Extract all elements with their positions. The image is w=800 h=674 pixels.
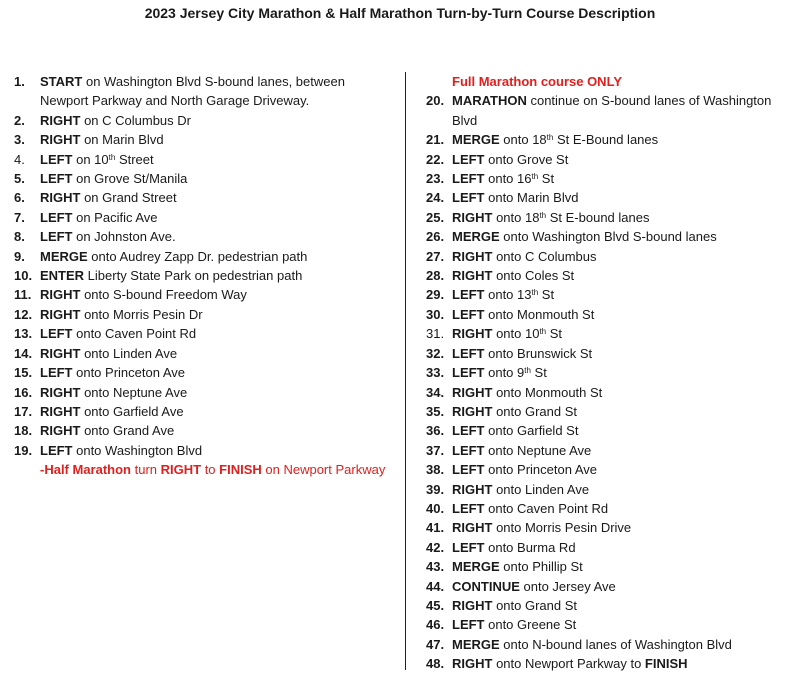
step-row	[426, 305, 796, 324]
step-description: onto 18	[492, 209, 540, 225]
step-description: onto Washington Blvd S-bound lanes	[499, 229, 717, 245]
step-description: on Marin Blvd	[80, 132, 164, 148]
step-keyword: RIGHT	[452, 481, 493, 497]
step-number: 1.	[14, 74, 25, 89]
step-keyword: LEFT	[40, 326, 73, 342]
step-number: 10.	[14, 268, 33, 284]
step-description: onto Morris Pesin Dr	[80, 306, 203, 322]
step-text	[452, 266, 796, 285]
step-text	[40, 247, 392, 266]
step-description: on C Columbus Dr	[80, 112, 191, 128]
step-number: 5.	[14, 171, 25, 187]
step-description: onto Grand St	[492, 403, 578, 419]
step-description: onto Marin Blvd	[484, 190, 579, 206]
step-keyword: LEFT	[452, 287, 485, 303]
step-text	[452, 441, 796, 460]
step-text	[40, 266, 392, 285]
step-keyword: LEFT	[40, 442, 73, 458]
step-row	[426, 518, 796, 537]
step-text	[40, 363, 392, 382]
step-row	[426, 91, 796, 130]
ordinal-suffix: th	[539, 327, 547, 337]
step-text	[452, 324, 796, 343]
step-text	[452, 654, 796, 673]
step-keyword: LEFT	[452, 617, 485, 633]
step-number: 44.	[426, 578, 445, 594]
step-description: on Washington Blvd S-bound lanes, between Newport Parkway and North Garage Driveway.	[40, 74, 345, 109]
step-number: 4.	[14, 151, 25, 167]
step-row	[426, 130, 796, 149]
step-number: 23.	[426, 171, 445, 187]
step-number: 13.	[14, 326, 33, 342]
step-number: 48.	[426, 656, 445, 672]
step-text	[452, 635, 796, 654]
step-description: onto 18	[499, 132, 547, 148]
step-keyword: LEFT	[452, 151, 485, 167]
step-text	[452, 383, 796, 402]
step-description: onto Greene St	[484, 617, 577, 633]
step-text	[452, 208, 796, 227]
step-description-end: St	[538, 287, 555, 303]
step-row	[426, 344, 796, 363]
step-text	[452, 91, 796, 130]
step-text	[40, 421, 392, 440]
step-number: 40.	[426, 500, 445, 516]
step-description: onto Monmouth St	[484, 306, 595, 322]
step-text	[452, 305, 796, 324]
step-description: onto Neptune Ave	[484, 442, 592, 458]
step-description: onto Phillip St	[499, 559, 583, 575]
step-keyword: MERGE	[40, 248, 88, 264]
step-text	[40, 441, 392, 460]
step-description: Liberty State Park on pedestrian path	[84, 268, 303, 284]
step-text	[452, 577, 796, 596]
step-keyword: RIGHT	[40, 423, 81, 439]
step-row	[426, 324, 796, 343]
step-keyword: RIGHT	[40, 345, 81, 361]
step-description: onto Neptune Ave	[80, 384, 188, 400]
step-row	[14, 402, 392, 421]
step-text	[40, 169, 392, 188]
step-row	[426, 247, 796, 266]
step-number: 47.	[426, 636, 445, 652]
step-row	[14, 266, 392, 285]
step-keyword: RIGHT	[452, 384, 493, 400]
step-keyword: LEFT	[452, 423, 485, 439]
step-keyword: MERGE	[452, 229, 500, 245]
step-number: 32.	[426, 345, 445, 361]
step-text	[452, 169, 796, 188]
step-row	[14, 130, 392, 149]
step-keyword: LEFT	[40, 151, 73, 167]
step-row	[14, 227, 392, 246]
step-description: onto Caven Point Rd	[484, 500, 609, 516]
step-keyword: RIGHT	[40, 112, 81, 128]
step-number: 46.	[426, 617, 445, 633]
step-text	[40, 402, 392, 421]
step-description-end: St E-bound lanes	[546, 209, 650, 225]
step-row	[14, 324, 392, 343]
step-number: 33.	[426, 365, 445, 381]
step-number: 24.	[426, 190, 445, 206]
step-number: 31.	[426, 326, 445, 342]
step-keyword: LEFT	[452, 442, 485, 458]
step-description: onto Grand St	[492, 597, 578, 613]
note-right: RIGHT	[160, 462, 202, 478]
note-location: on Newport Parkway	[261, 462, 386, 478]
step-number: 45.	[426, 597, 445, 613]
step-row	[426, 654, 796, 673]
step-text	[40, 285, 392, 304]
step-keyword: RIGHT	[40, 384, 81, 400]
ordinal-suffix: th	[539, 210, 547, 220]
step-text	[40, 111, 392, 130]
step-row	[14, 363, 392, 382]
step-description: onto Newport Parkway to	[492, 656, 645, 672]
step-keyword: LEFT	[40, 171, 73, 187]
full-marathon-header: Full Marathon course ONLY	[452, 74, 622, 89]
half-marathon-column	[14, 72, 392, 480]
step-row	[426, 441, 796, 460]
step-description: onto Coles St	[492, 268, 575, 284]
step-row	[426, 363, 796, 382]
step-description: onto Linden Ave	[492, 481, 590, 497]
step-row	[14, 188, 392, 207]
step-text	[40, 150, 392, 169]
step-keyword: RIGHT	[452, 403, 493, 419]
step-text	[452, 596, 796, 615]
step-row	[426, 421, 796, 440]
step-text	[40, 72, 392, 111]
step-description: onto Morris Pesin Drive	[492, 520, 632, 536]
step-number: 12.	[14, 306, 33, 322]
step-number: 43.	[426, 559, 445, 575]
step-text	[452, 402, 796, 421]
step-number: 19.	[14, 442, 33, 458]
step-row	[14, 383, 392, 402]
step-row	[14, 111, 392, 130]
step-row	[426, 188, 796, 207]
step-description: onto Jersey Ave	[519, 578, 616, 594]
step-text	[40, 344, 392, 363]
page-title: 2023 Jersey City Marathon & Half Marathon Turn-by-Turn Course Description	[144, 5, 656, 21]
step-number: 41.	[426, 520, 445, 536]
step-keyword: LEFT	[452, 462, 485, 478]
step-row	[426, 577, 796, 596]
step-text	[452, 538, 796, 557]
step-row	[426, 169, 796, 188]
step-number: 8.	[14, 229, 25, 245]
step-description-end: St	[530, 365, 547, 381]
step-text	[452, 247, 796, 266]
step-description: continue on S-bound lanes of Washington Blvd	[452, 93, 772, 128]
step-text	[40, 305, 392, 324]
step-text	[40, 208, 392, 227]
note-to: to	[201, 462, 220, 478]
step-text	[452, 615, 796, 634]
ordinal-suffix: th	[531, 288, 539, 298]
step-description-end: St	[546, 326, 563, 342]
step-keyword: LEFT	[452, 190, 485, 206]
step-description: on Pacific Ave	[72, 209, 158, 225]
ordinal-suffix: th	[531, 172, 539, 182]
step-number: 18.	[14, 423, 33, 439]
step-description: on 10	[72, 151, 109, 167]
step-number: 16.	[14, 384, 33, 400]
step-number: 38.	[426, 462, 445, 478]
step-number: 17.	[14, 403, 33, 419]
step-row	[426, 557, 796, 576]
step-description: onto N-bound lanes of Washington Blvd	[499, 636, 732, 652]
step-keyword: LEFT	[452, 171, 485, 187]
step-number: 29.	[426, 287, 445, 303]
step-text	[40, 188, 392, 207]
left-step-list	[14, 72, 392, 460]
step-keyword: LEFT	[452, 539, 485, 555]
step-description: on Johnston Ave.	[72, 229, 176, 245]
step-description: on Grove St/Manila	[72, 171, 188, 187]
step-keyword: MARATHON	[452, 93, 527, 109]
step-description: onto Monmouth St	[492, 384, 603, 400]
step-number: 39.	[426, 481, 445, 497]
step-number: 26.	[426, 229, 445, 245]
step-row	[14, 344, 392, 363]
step-text	[452, 130, 796, 149]
step-description: onto Linden Ave	[80, 345, 178, 361]
step-number: 30.	[426, 306, 445, 322]
step-text	[452, 344, 796, 363]
step-number: 6.	[14, 190, 25, 206]
step-text	[452, 227, 796, 246]
step-keyword: RIGHT	[40, 403, 81, 419]
step-number: 11.	[14, 287, 32, 303]
note-turn: turn	[131, 462, 161, 478]
step-keyword: RIGHT	[40, 190, 81, 206]
step-keyword: RIGHT	[452, 268, 493, 284]
step-number: 15.	[14, 365, 33, 381]
step-description-end: St	[538, 171, 555, 187]
full-marathon-column	[426, 72, 796, 674]
step-number: 2.	[14, 112, 25, 128]
step-keyword: LEFT	[40, 365, 73, 381]
step-description: onto Grand Ave	[80, 423, 175, 439]
step-keyword: RIGHT	[452, 248, 493, 264]
step-description: onto 10	[492, 326, 540, 342]
step-keyword: RIGHT	[452, 597, 493, 613]
step-row	[426, 383, 796, 402]
step-number: 42.	[426, 539, 445, 555]
step-number: 37.	[426, 442, 445, 458]
step-text	[452, 460, 796, 479]
step-description: onto Caven Point Rd	[72, 326, 197, 342]
step-text	[452, 421, 796, 440]
step-description: onto Burma Rd	[484, 539, 576, 555]
step-row	[426, 285, 796, 304]
step-text	[40, 130, 392, 149]
step-keyword: LEFT	[452, 365, 485, 381]
step-text	[452, 285, 796, 304]
step-description: onto Princeton Ave	[72, 365, 186, 381]
step-row	[14, 285, 392, 304]
step-number: 7.	[14, 209, 25, 225]
step-keyword: MERGE	[452, 559, 500, 575]
right-step-list	[426, 91, 796, 673]
step-text	[452, 480, 796, 499]
step-row	[14, 208, 392, 227]
step-keyword: START	[40, 74, 83, 89]
step-description: onto Washington Blvd	[72, 442, 203, 458]
ordinal-suffix: th	[546, 133, 554, 143]
step-text	[40, 227, 392, 246]
step-row	[426, 615, 796, 634]
step-number: 21.	[426, 132, 445, 148]
step-row	[426, 208, 796, 227]
column-divider	[405, 72, 406, 670]
step-description: onto C Columbus	[492, 248, 597, 264]
step-keyword: RIGHT	[40, 132, 81, 148]
step-row	[14, 305, 392, 324]
step-description: onto S-bound Freedom Way	[80, 287, 247, 303]
step-description: on Grand Street	[80, 190, 177, 206]
step-text	[452, 557, 796, 576]
step-keyword: LEFT	[452, 345, 485, 361]
step-description: onto 13	[484, 287, 532, 303]
step-row	[14, 169, 392, 188]
step-row	[426, 227, 796, 246]
step-number: 9.	[14, 248, 25, 264]
step-row	[426, 150, 796, 169]
step-keyword: RIGHT	[40, 306, 81, 322]
step-keyword: LEFT	[452, 306, 485, 322]
step-row	[426, 538, 796, 557]
note-half-marathon: -Half Marathon	[40, 462, 131, 478]
step-text	[452, 518, 796, 537]
step-number: 36.	[426, 423, 445, 439]
step-number: 25.	[426, 209, 445, 225]
step-keyword-end: FINISH	[644, 656, 688, 672]
step-keyword: ENTER	[40, 268, 85, 284]
step-number: 22.	[426, 151, 445, 167]
step-row	[426, 266, 796, 285]
step-row	[426, 480, 796, 499]
step-number: 14.	[14, 345, 33, 361]
step-description: onto Garfield St	[484, 423, 579, 439]
step-keyword: LEFT	[40, 209, 73, 225]
step-description: onto Brunswick St	[484, 345, 593, 361]
step-text	[452, 363, 796, 382]
step-description: onto Garfield Ave	[80, 403, 184, 419]
step-keyword: MERGE	[452, 636, 500, 652]
step-description: onto Audrey Zapp Dr. pedestrian path	[87, 248, 308, 264]
step-keyword: RIGHT	[452, 209, 493, 225]
step-text	[452, 188, 796, 207]
step-number: 28.	[426, 268, 445, 284]
half-marathon-finish-note	[14, 460, 392, 479]
step-keyword: CONTINUE	[452, 578, 520, 594]
step-description: onto 16	[484, 171, 532, 187]
step-text	[452, 499, 796, 518]
step-description: onto 9	[484, 365, 525, 381]
step-keyword: RIGHT	[452, 326, 493, 342]
step-row	[14, 421, 392, 440]
ordinal-suffix: th	[524, 366, 531, 376]
step-number: 34.	[426, 384, 445, 400]
step-number: 20.	[426, 93, 445, 109]
step-row	[426, 596, 796, 615]
step-keyword: RIGHT	[452, 656, 493, 672]
step-text	[40, 324, 392, 343]
step-number: 35.	[426, 403, 445, 419]
step-text	[40, 383, 392, 402]
step-row	[426, 402, 796, 421]
step-text	[452, 150, 796, 169]
step-description-end: Street	[115, 151, 154, 167]
step-keyword: LEFT	[452, 500, 485, 516]
step-description: onto Princeton Ave	[484, 462, 598, 478]
step-row	[14, 72, 392, 111]
step-row	[426, 460, 796, 479]
step-number: 3.	[14, 132, 25, 148]
step-keyword: MERGE	[452, 132, 500, 148]
step-description-end: St E-Bound lanes	[553, 132, 659, 148]
step-keyword: LEFT	[40, 229, 73, 245]
ordinal-suffix: th	[108, 152, 116, 162]
step-description: onto Grove St	[484, 151, 569, 167]
step-row	[14, 150, 392, 169]
step-row	[14, 441, 392, 460]
step-number: 27.	[426, 248, 445, 264]
note-finish: FINISH	[219, 462, 262, 478]
step-row	[14, 247, 392, 266]
step-keyword: RIGHT	[40, 287, 81, 303]
step-row	[426, 499, 796, 518]
step-keyword: RIGHT	[452, 520, 493, 536]
step-row	[426, 635, 796, 654]
